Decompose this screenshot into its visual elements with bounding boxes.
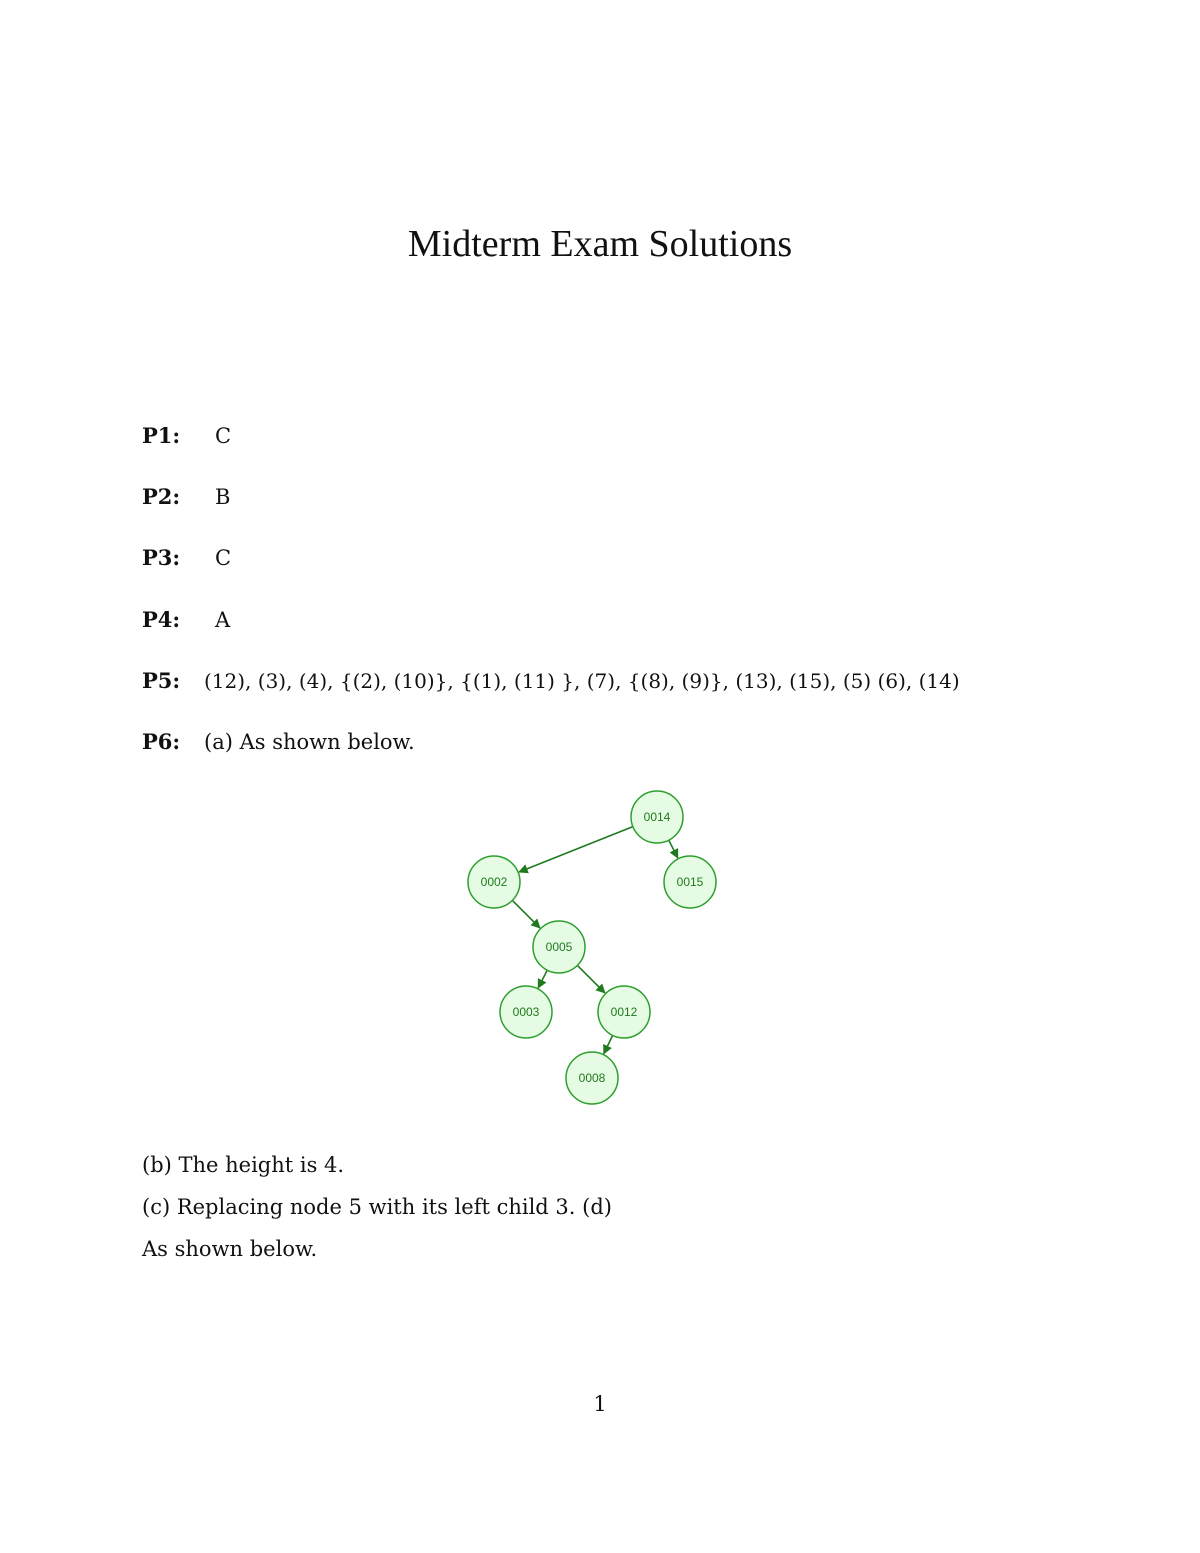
tree-node-0008 <box>566 1052 618 1104</box>
tree-node-label: 0008 <box>578 1071 606 1085</box>
answer-part-d: As shown below. <box>142 1237 318 1261</box>
problem-label: P4: <box>142 607 181 632</box>
binary-search-tree-diagram <box>440 780 760 1120</box>
problem-answer: C <box>215 424 232 448</box>
problem-answer: (12), (3), (4), {(2), (10)}, {(1), (11) }, (7), {(8), (9)}, (13), (15), (5) (6), (14) <box>204 669 960 693</box>
page-number: 1 <box>593 1392 607 1416</box>
answer-part-c: (c) Replacing node 5 with its left child 3. (d) <box>142 1195 612 1219</box>
problem-p3 <box>142 544 232 572</box>
tree-node-label: 0005 <box>545 940 573 954</box>
tree-node-0014 <box>631 791 683 843</box>
problem-label: P6: <box>142 729 181 754</box>
problem-answer: C <box>215 546 232 570</box>
problem-label: P5: <box>142 668 181 693</box>
tree-edge-0002-0005 <box>512 900 540 928</box>
problem-p5 <box>142 667 960 695</box>
tree-node-label: 0015 <box>676 875 704 889</box>
tree-node-0003 <box>500 986 552 1038</box>
problem-label: P1: <box>142 423 181 448</box>
problem-p2 <box>142 483 231 511</box>
problem-answer: (a) As shown below. <box>204 730 415 754</box>
tree-node-label: 0012 <box>610 1005 638 1019</box>
problem-label: P3: <box>142 545 181 570</box>
tree-node-0005 <box>533 921 585 973</box>
tree-edge-0005-0012 <box>577 965 605 993</box>
problem-label: P2: <box>142 484 181 509</box>
problem-p1 <box>142 422 232 450</box>
tree-node-label: 0014 <box>643 810 671 824</box>
problem-p4 <box>142 606 231 634</box>
answer-part-b: (b) The height is 4. <box>142 1153 345 1177</box>
problem-answer: B <box>215 485 231 509</box>
tree-edge-0005-0003 <box>538 970 547 988</box>
tree-edge-0012-0008 <box>604 1035 613 1053</box>
tree-node-0012 <box>598 986 650 1038</box>
tree-edge-0014-0015 <box>669 840 678 858</box>
problem-answer: A <box>215 608 231 632</box>
tree-node-0002 <box>468 856 520 908</box>
page-title: Midterm Exam Solutions <box>407 223 793 265</box>
problem-p6 <box>142 728 415 756</box>
tree-node-label: 0002 <box>480 875 508 889</box>
tree-node-label: 0003 <box>512 1005 540 1019</box>
tree-edge-0014-0002 <box>519 827 633 872</box>
tree-node-0015 <box>664 856 716 908</box>
